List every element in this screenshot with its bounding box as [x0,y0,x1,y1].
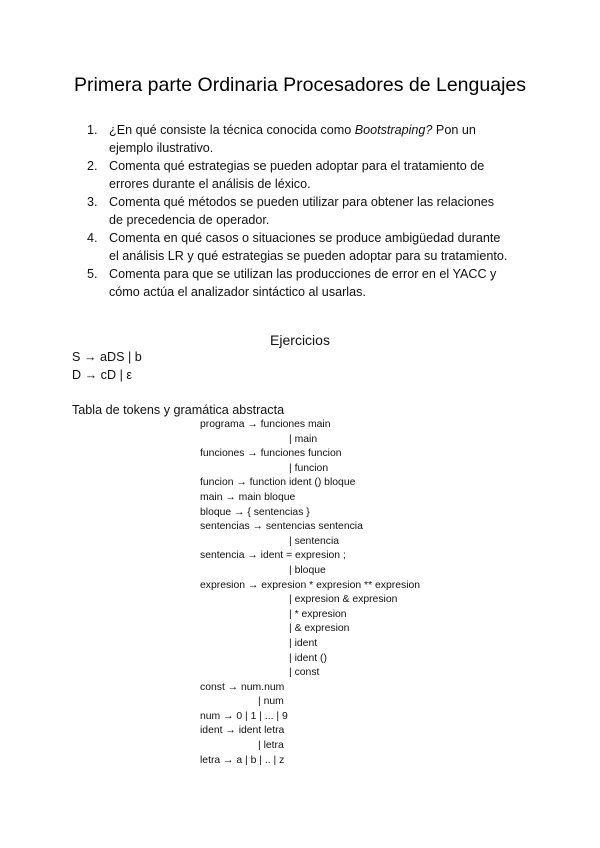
grammar-line: funciones → funciones funcion [200,448,342,460]
tabla-heading: Tabla de tokens y gramática abstracta [72,403,285,417]
question-text: Comenta qué métodos se pueden utilizar para obtener las relaciones [109,195,495,209]
grammar-line: programa → funciones main [200,419,331,430]
question-item [87,121,517,157]
question-text-continued: de precedencia de operador. [109,213,270,227]
small-grammar [72,348,142,384]
grammar-line: | expresion & expresion [289,594,398,606]
grammar-line: | ident [289,637,318,649]
abstract-grammar [200,418,520,768]
question-number: 2. [87,159,98,173]
question-number: 4. [87,231,98,245]
grammar-line: | * expresion [289,608,347,620]
question-item [87,265,517,301]
grammar-line: | num [258,696,284,708]
bootstraping-term: Bootstraping? [354,123,433,137]
grammar-line: sentencias → sentencias sentencia [200,521,363,533]
ejercicios-heading: Ejercicios [270,332,330,348]
question-text-continued: el análisis LR y qué estrategias se pueden adoptar para su tratamiento. [109,249,508,263]
grammar-line: const → num.num [200,681,285,693]
question-item [87,229,517,265]
grammar-line: expresion → expresion * expresion ** expresion [200,579,421,591]
grammar-line: letra → a | b | .. | z [200,754,285,766]
grammar-line: | const [289,667,320,679]
grammar-line: sentencia → ident = expresion ; [200,550,346,562]
grammar-line: | funcion [289,462,329,474]
question-text-continued: ejemplo ilustrativo. [109,141,214,155]
grammar-line: main → main bloque [200,491,296,503]
grammar-line: ident → ident letra [200,725,285,737]
question-number: 3. [87,195,98,209]
grammar-rule-s: S → aDS | b [72,350,142,364]
question-text-continued: errores durante el análisis de léxico. [109,177,311,191]
grammar-line: | letra [258,740,284,752]
question-text: Comenta qué estrategias se pueden adoptar para el tratamiento de [109,159,485,173]
question-item [87,193,517,229]
question-text: ¿En qué consiste la técnica conocida como Bootstraping? Pon un [109,123,476,137]
question-number: 5. [87,267,98,281]
questions-list [87,121,517,301]
grammar-line: num → 0 | 1 | ... | 9 [200,710,288,722]
grammar-rule-d: D → cD | ε [72,368,132,382]
grammar-line: | sentencia [289,535,340,547]
grammar-line: | main [289,433,318,445]
grammar-line: | ident () [289,652,327,664]
grammar-line: | bloque [289,564,326,576]
question-text-continued: cómo actúa el analizador sintáctico al usarlas. [109,285,366,299]
page-title: Primera parte Ordinaria Procesadores de Lenguajes [74,74,526,96]
question-item [87,157,517,193]
question-text: Comenta para que se utilizan las producciones de error en el YACC y [109,267,497,281]
grammar-line: funcion → function ident () bloque [200,477,356,489]
question-text: Comenta en qué casos o situaciones se produce ambigüedad durante [109,231,501,245]
grammar-line: bloque → { sentencias } [200,506,310,518]
grammar-line: | & expresion [289,623,350,635]
question-number: 1. [87,123,98,137]
